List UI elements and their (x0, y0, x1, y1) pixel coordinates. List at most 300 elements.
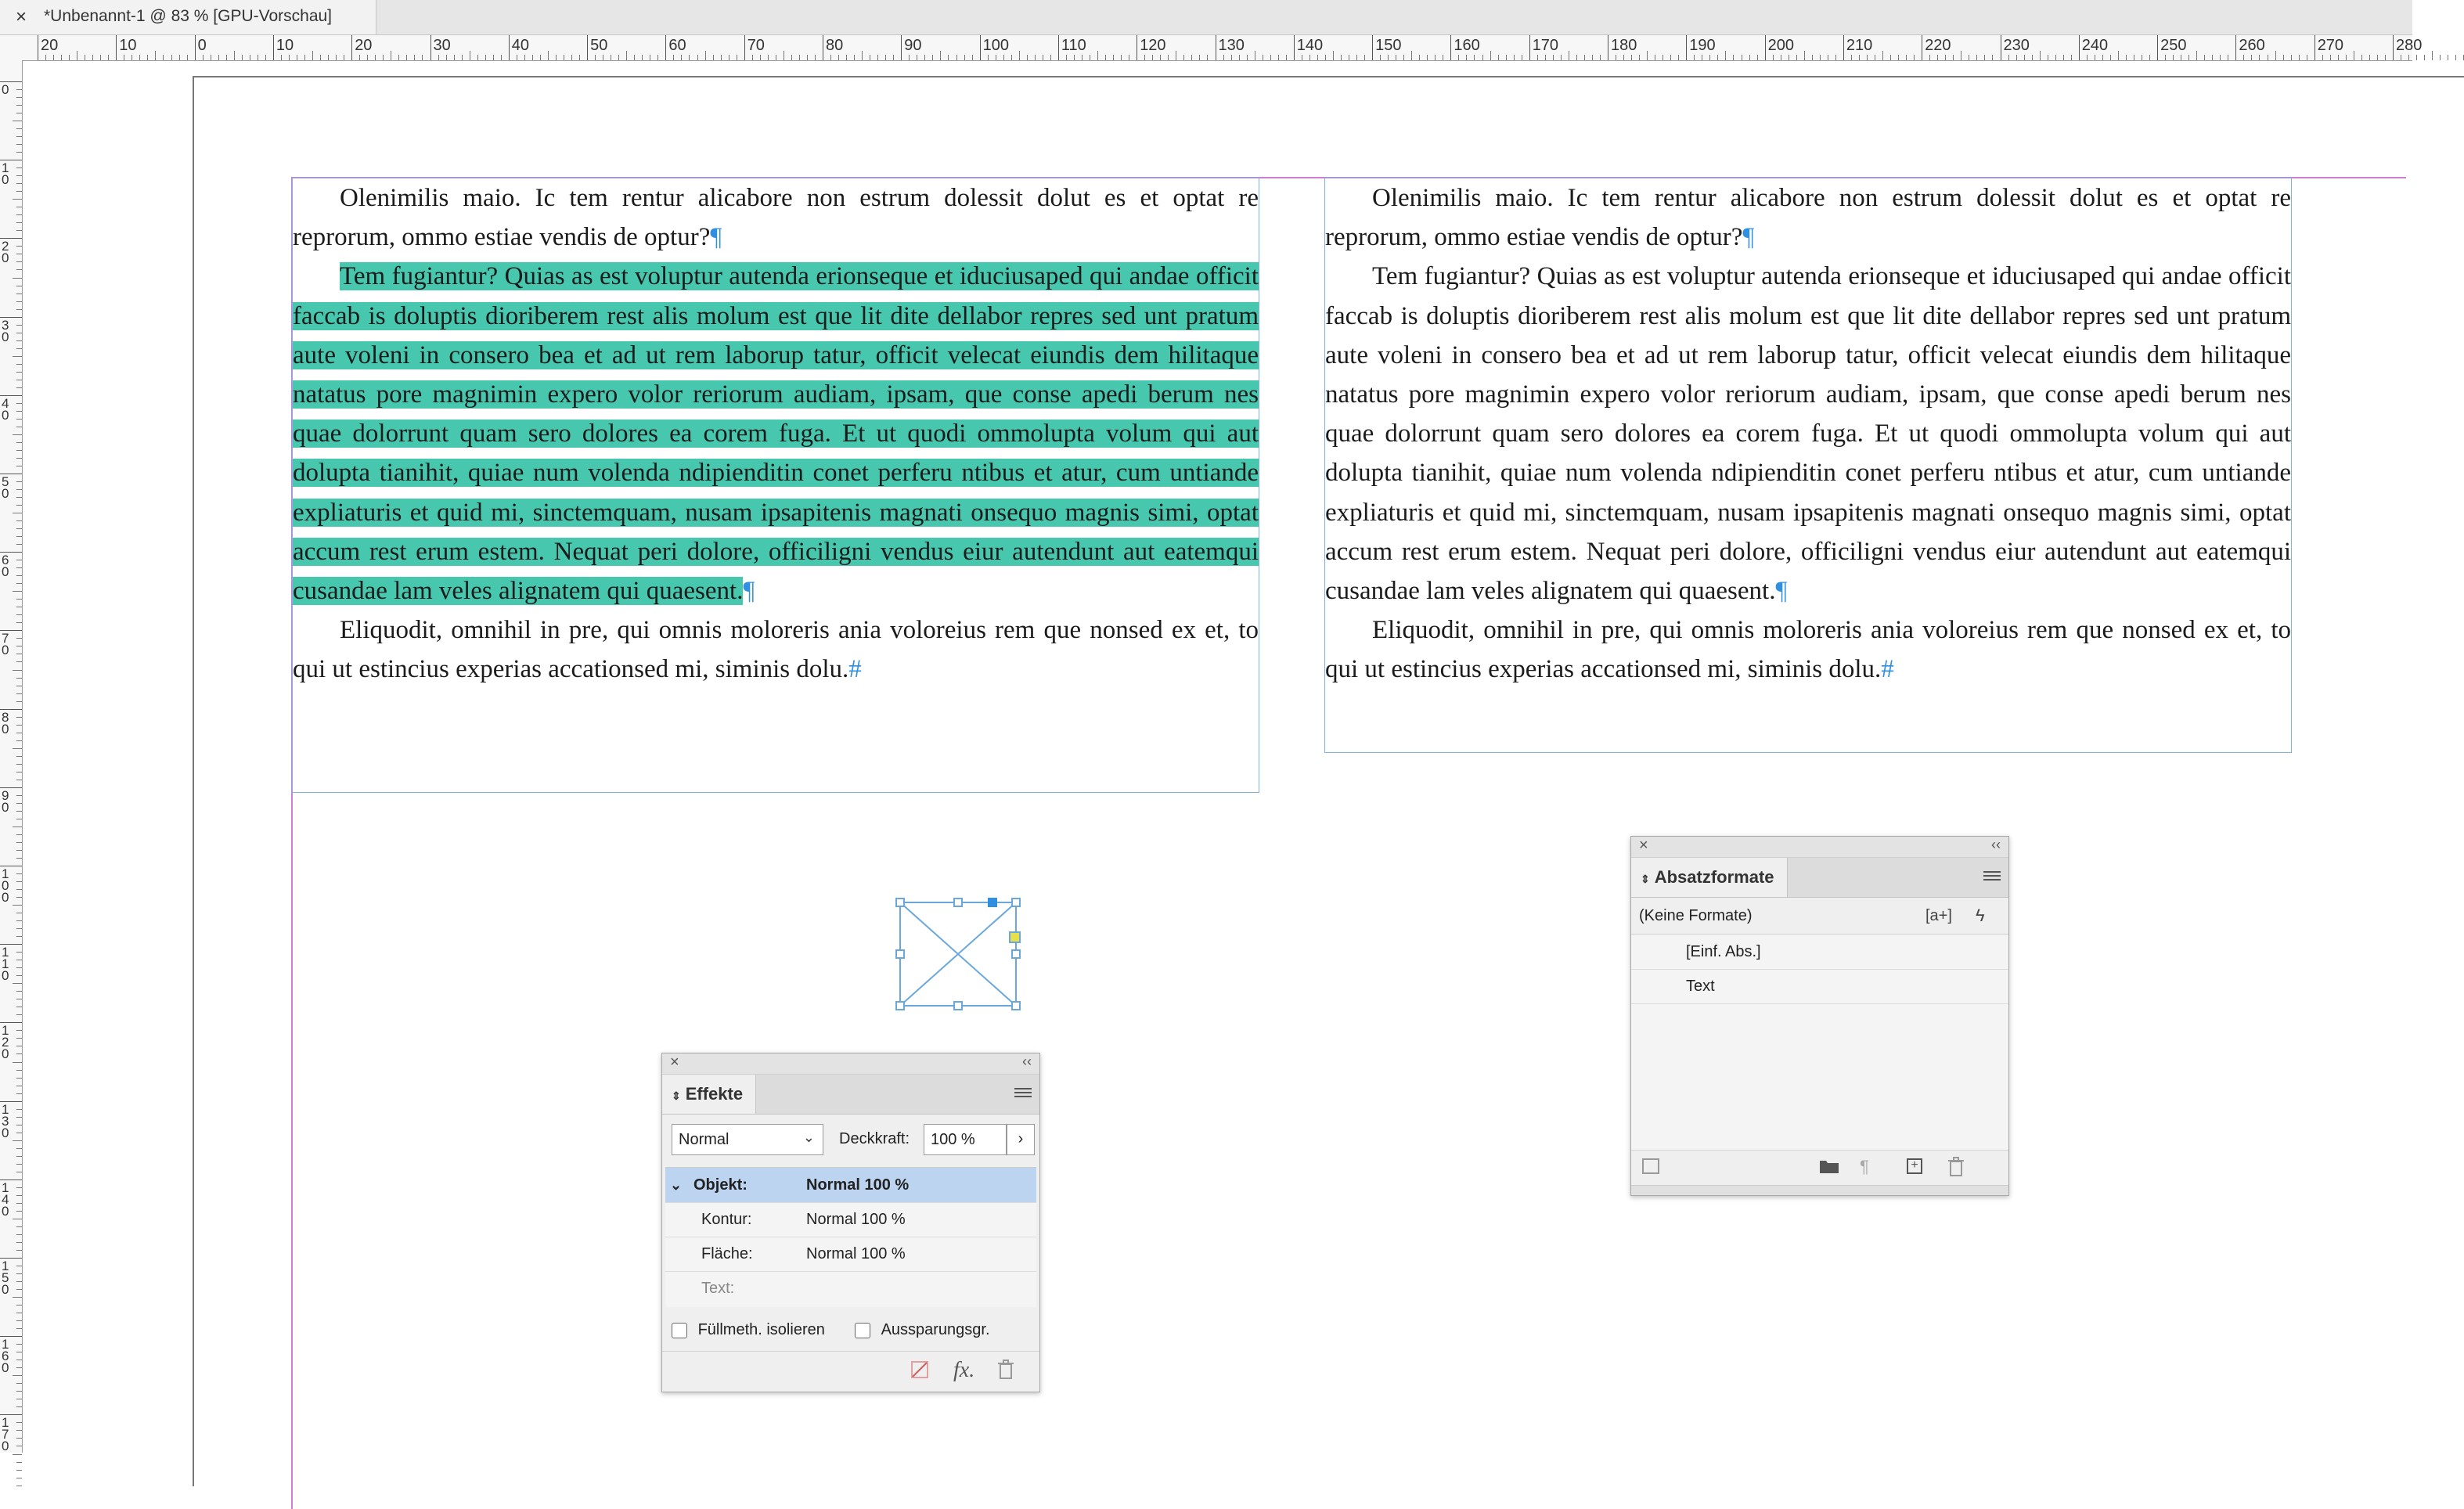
fx-icon[interactable]: fx. (953, 1358, 975, 1382)
ruler-minor-tick (1820, 55, 1821, 60)
ruler-minor-tick (16, 403, 22, 404)
ruler-label: 100 (982, 37, 1009, 54)
ruler-minor-tick (1121, 55, 1122, 60)
ruler-major-tick (665, 35, 666, 60)
ruler-minor-tick (16, 481, 22, 482)
ruler-minor-tick (16, 1344, 22, 1345)
ruler-minor-tick (988, 55, 989, 60)
ruler-minor-tick (16, 952, 22, 953)
ruler-minor-tick (13, 983, 22, 984)
ruler-minor-tick (1576, 55, 1577, 60)
close-panel-icon[interactable]: × (670, 1053, 679, 1071)
ruler-minor-tick (791, 55, 792, 60)
effect-row-stroke[interactable] (665, 1202, 1036, 1237)
isolate-blending-label: Füllmeth. isolieren (697, 1321, 825, 1338)
panel-menu-icon[interactable] (1014, 1086, 1032, 1101)
ruler-label: 260 (2239, 37, 2265, 54)
close-tab-icon[interactable]: × (16, 6, 27, 27)
ruler-minor-tick (1953, 55, 1954, 60)
effect-row-label: Fläche: (701, 1245, 753, 1262)
ruler-minor-tick (752, 55, 753, 60)
ruler-major-tick (509, 35, 510, 60)
ruler-major-tick (1686, 35, 1687, 60)
effect-row-text[interactable] (665, 1271, 1036, 1306)
panel-titlebar[interactable] (1631, 837, 2008, 858)
text-frame-left[interactable] (292, 178, 1259, 793)
ruler-minor-tick (16, 1211, 22, 1212)
ruler-minor-tick (1851, 55, 1852, 60)
ruler-minor-tick (16, 97, 22, 98)
ruler-minor-tick (1725, 51, 1726, 60)
ruler-minor-tick (1890, 55, 1891, 60)
isolate-blending-checkbox[interactable] (672, 1318, 825, 1342)
ruler-minor-tick (16, 936, 22, 937)
ruler-minor-tick (16, 246, 22, 247)
ruler-label: 4 0 (2, 395, 9, 423)
panel-footer (1631, 1150, 2008, 1185)
ruler-label: 230 (2003, 37, 2030, 54)
ruler-minor-tick (13, 278, 22, 279)
ruler-minor-tick (16, 214, 22, 215)
pilcrow-mark: ¶ (1742, 223, 1755, 252)
ruler-label: 200 (1767, 37, 1794, 54)
ruler-minor-tick (799, 55, 800, 60)
checkbox-box[interactable] (855, 1323, 870, 1338)
ruler-minor-tick (16, 372, 22, 373)
live-corner-icon[interactable] (1010, 932, 1020, 942)
document-tab-title[interactable]: *Unbenannt-1 @ 83 % [GPU-Vorschau] (44, 7, 333, 25)
ruler-label: 7 0 (2, 631, 9, 658)
ruler-major-tick (1529, 35, 1530, 60)
ruler-label: 8 0 (2, 709, 9, 736)
ruler-minor-tick (16, 105, 22, 106)
ruler-minor-tick (16, 1148, 22, 1149)
text-frame-right[interactable] (1324, 178, 2292, 753)
ruler-minor-tick (1514, 55, 1515, 60)
ruler-minor-tick (61, 55, 62, 60)
ruler-major-tick (1294, 35, 1295, 60)
ruler-minor-tick (548, 51, 549, 60)
ruler-minor-tick (16, 128, 22, 129)
ruler-minor-tick (1631, 55, 1632, 60)
paragraph-text: Eliquodit, omnihil in pre, qui omnis moloreris ania voloreius rem que nonsed ex et, to qui ut estincius experias accationsed mi, siminis dolu. (293, 616, 1259, 684)
ruler-minor-tick (16, 1320, 22, 1321)
ruler-minor-tick (1027, 55, 1028, 60)
ruler-minor-tick (1553, 55, 1554, 60)
tab-absatzformate[interactable] (1631, 858, 1788, 897)
ruler-minor-tick (1082, 55, 1083, 60)
ruler-minor-tick (16, 1195, 22, 1196)
ruler-minor-tick (681, 55, 682, 60)
paragraph[interactable] (1325, 610, 2291, 689)
ruler-minor-tick (2259, 55, 2260, 60)
ruler-major-tick (1058, 35, 1059, 60)
ruler-minor-tick (2087, 55, 2088, 60)
ruler-minor-tick (16, 1038, 22, 1039)
ruler-minor-tick (2055, 55, 2056, 60)
ruler-minor-tick (932, 55, 933, 60)
ruler-minor-tick (289, 55, 290, 60)
lightning-icon[interactable]: ϟ (1976, 906, 1985, 925)
style-item-text[interactable] (1631, 969, 2008, 1004)
ruler-label: 1 0 (2, 160, 9, 188)
create-style-from-selection-icon[interactable]: [a+] (1925, 907, 1952, 924)
ruler-minor-tick (626, 51, 627, 60)
ruler-minor-tick (2173, 55, 2174, 60)
panel-resize-grip[interactable] (1631, 1185, 2008, 1195)
ruler-minor-tick (16, 191, 22, 192)
ruler-minor-tick (1152, 55, 1153, 60)
current-style-row (1631, 898, 2008, 935)
ruler-minor-tick (1183, 55, 1184, 60)
folder-icon[interactable] (1819, 1158, 1839, 1179)
ruler-label: 180 (1611, 37, 1637, 54)
ruler-minor-tick (16, 1383, 22, 1384)
ruler-minor-tick (2110, 55, 2111, 60)
opacity-slider-button[interactable] (1007, 1124, 1035, 1155)
ruler-minor-tick (367, 55, 368, 60)
ruler-label: 1 7 0 (2, 1415, 9, 1454)
ruler-label: 20 (355, 37, 373, 54)
content-grabber-icon[interactable] (988, 898, 997, 907)
ruler-minor-tick (16, 261, 22, 262)
paragraph[interactable] (1325, 178, 2291, 257)
ruler-minor-tick (16, 136, 22, 137)
blend-mode-value: Normal (679, 1131, 729, 1148)
ruler-minor-tick (163, 55, 164, 60)
ruler-minor-tick (1341, 55, 1342, 60)
ruler-minor-tick (1561, 55, 1562, 60)
ruler-minor-tick (1105, 55, 1106, 60)
ruler-minor-tick (1992, 55, 1993, 60)
ruler-minor-tick (226, 55, 227, 60)
ruler-minor-tick (1482, 55, 1483, 60)
opacity-field[interactable] (924, 1124, 1007, 1155)
ruler-minor-tick (13, 905, 22, 906)
ruler-label: 30 (433, 37, 451, 54)
ruler-minor-tick (1066, 55, 1067, 60)
ruler-minor-tick (16, 1430, 22, 1431)
ruler-major-tick (2235, 35, 2236, 60)
ruler-minor-tick (320, 55, 321, 60)
ruler-minor-tick (16, 1462, 22, 1463)
tab-label: Effekte (685, 1084, 744, 1104)
ruler-minor-tick (16, 1070, 22, 1071)
ruler-minor-tick (2016, 55, 2017, 60)
ruler-minor-tick (16, 152, 22, 153)
ruler-minor-tick (16, 167, 22, 168)
ruler-minor-tick (16, 325, 22, 326)
graphic-frame-placeholder[interactable] (895, 898, 1021, 1010)
horizontal-ruler[interactable] (22, 35, 2423, 61)
style-list (1631, 935, 2008, 1154)
ruler-major-tick (1843, 35, 1844, 60)
ruler-minor-tick (1647, 51, 1648, 60)
checkbox-box[interactable] (672, 1323, 687, 1338)
ruler-label: 120 (1140, 37, 1166, 54)
ruler-minor-tick (16, 889, 22, 890)
ruler-minor-tick (2275, 51, 2276, 60)
ruler-label: 1 0 0 (2, 866, 9, 905)
panel-tab-strip (662, 1075, 1039, 1115)
knockout-group-checkbox[interactable] (855, 1318, 990, 1342)
ruler-label: 1 3 0 (2, 1101, 9, 1140)
ruler-minor-tick (16, 1109, 22, 1110)
ruler-minor-tick (877, 55, 878, 60)
trash-icon[interactable] (997, 1360, 1014, 1385)
ruler-label: 210 (1846, 37, 1873, 54)
ruler-major-tick (744, 35, 745, 60)
knockout-group-label: Aussparungsgr. (881, 1321, 990, 1338)
ruler-minor-tick (16, 920, 22, 921)
ruler-minor-tick (2243, 55, 2244, 60)
ruler-minor-tick (1678, 55, 1679, 60)
ruler-minor-tick (16, 520, 22, 521)
ruler-minor-tick (16, 991, 22, 992)
ruler-minor-tick (16, 1422, 22, 1423)
ruler-minor-tick (16, 575, 22, 576)
ruler-minor-tick (1003, 55, 1004, 60)
opacity-label: Deckkraft: (839, 1130, 910, 1147)
clear-effects-icon[interactable] (911, 1361, 928, 1378)
ruler-minor-tick (108, 55, 109, 60)
ruler-minor-tick (16, 489, 22, 490)
ruler-minor-tick (16, 340, 22, 341)
ruler-minor-tick (2455, 55, 2456, 60)
ruler-label: 170 (1532, 37, 1559, 54)
ruler-minor-tick (2118, 51, 2119, 60)
ruler-minor-tick (45, 55, 46, 60)
ruler-minor-tick (304, 55, 305, 60)
ruler-minor-tick (1231, 55, 1232, 60)
ruler-minor-tick (16, 411, 22, 412)
ruler-minor-tick (16, 803, 22, 804)
ruler-minor-tick (16, 881, 22, 882)
ruler-minor-tick (218, 55, 219, 60)
ruler-minor-tick (16, 764, 22, 765)
ruler-minor-tick (16, 528, 22, 529)
paragraph-selected[interactable] (293, 257, 1259, 610)
ruler-minor-tick (1223, 55, 1224, 60)
ruler-minor-tick (1984, 55, 1985, 60)
ruler-minor-tick (2126, 55, 2127, 60)
ruler-minor-tick (16, 450, 22, 451)
paragraph[interactable] (293, 178, 1259, 257)
ruler-minor-tick (830, 55, 831, 60)
tab-effekte[interactable] (662, 1075, 756, 1114)
ruler-minor-tick (16, 975, 22, 976)
effect-row-label: Kontur: (701, 1211, 752, 1228)
ruler-minor-tick (16, 1470, 22, 1471)
ruler-minor-tick (2377, 55, 2378, 60)
ruler-label: 190 (1689, 37, 1716, 54)
ruler-minor-tick (2283, 55, 2284, 60)
ruler-minor-tick (1639, 55, 1640, 60)
ruler-minor-tick (16, 1156, 22, 1157)
ruler-major-tick (2393, 35, 2394, 60)
ruler-minor-tick (1592, 55, 1593, 60)
ruler-label: 60 (668, 37, 686, 54)
ruler-minor-tick (16, 348, 22, 349)
ruler-minor-tick (579, 55, 580, 60)
ruler-minor-tick (16, 1250, 22, 1251)
ruler-minor-tick (16, 458, 22, 459)
ruler-minor-tick (234, 51, 235, 60)
ruler-minor-tick (16, 928, 22, 929)
ruler-minor-tick (1545, 55, 1546, 60)
ruler-minor-tick (16, 364, 22, 365)
ruler-minor-tick (13, 1375, 22, 1376)
panel-menu-icon[interactable] (1983, 869, 2001, 884)
ruler-minor-tick (2346, 55, 2347, 60)
ruler-minor-tick (16, 795, 22, 796)
paragraph[interactable] (1325, 257, 2291, 610)
new-style-icon[interactable]: + (1907, 1158, 1922, 1174)
ruler-label: 90 (904, 37, 922, 54)
ruler-minor-tick (556, 55, 557, 60)
ruler-minor-tick (1506, 55, 1507, 60)
ruler-minor-tick (13, 1062, 22, 1063)
ruler-minor-tick (16, 1014, 22, 1015)
ruler-minor-tick (1144, 55, 1145, 60)
vertical-ruler[interactable] (0, 60, 23, 1453)
ruler-major-tick (430, 35, 431, 60)
ruler-minor-tick (16, 1030, 22, 1031)
ruler-minor-tick (13, 434, 22, 435)
close-panel-icon[interactable]: × (1639, 837, 1648, 854)
panel-titlebar[interactable] (662, 1053, 1039, 1075)
ruler-minor-tick (16, 89, 22, 90)
ruler-label: 150 (1375, 37, 1402, 54)
ruler-minor-tick (1011, 55, 1012, 60)
ruler-minor-tick (16, 1289, 22, 1290)
ruler-minor-tick (16, 442, 22, 443)
load-styles-icon[interactable] (1642, 1158, 1659, 1174)
ruler-minor-tick (2416, 55, 2417, 60)
ruler-minor-tick (16, 1305, 22, 1306)
ruler-minor-tick (16, 505, 22, 506)
blend-mode-select[interactable] (672, 1124, 823, 1155)
ruler-minor-tick (16, 873, 22, 874)
ruler-minor-tick (1035, 55, 1036, 60)
ruler-minor-tick (13, 1454, 22, 1455)
ruler-minor-tick (477, 55, 478, 60)
ruler-minor-tick (281, 55, 282, 60)
ruler-minor-tick (485, 55, 486, 60)
ruler-minor-tick (171, 55, 172, 60)
ruler-minor-tick (1835, 55, 1836, 60)
ruler-minor-tick (16, 1406, 22, 1407)
paragraph-text: Tem fugiantur? Quias as est voluptur autenda erionseque et iduciusaped qui andae officit faccab is doluptis dioriberem rest alis molum est que lit dite dellabor repres sed unt pratum aute voleni in consero bea et ad ut rem laborup tatur, officit velecat eiundis dem hilitaque natatus pore magnimin expero volor reriorum audiam, ipsam, que conse apedi berum nes quae dolorrunt quam sero dolores ea corem fuga. Et ut quodi ommolupta volum qui aut dolupta tianihit, quiae num volenda ndipienditin conet perferu ntibus et atur, cum untiande expliaturis et quid mi, sinctemquam, nusam ipsapitenis magnati onsequo magnis simi, optat accum rest erum estem. Nequat peri dolore, officiligni vendus eiur autendunt aut eatemqui cusandae lam veles alignatem qui quaesent. (1325, 262, 2291, 606)
ruler-minor-tick (1168, 55, 1169, 60)
ruler-major-tick (980, 35, 981, 60)
ruler-minor-tick (721, 55, 722, 60)
ruler-minor-tick (1717, 55, 1718, 60)
ruler-minor-tick (2432, 51, 2433, 60)
ruler-minor-tick (16, 599, 22, 600)
ruler-label: 280 (2396, 37, 2423, 54)
ruler-label: 0 (197, 37, 207, 54)
clear-overrides-icon[interactable]: ¶ (1860, 1157, 1869, 1176)
effect-row-object[interactable] (665, 1168, 1036, 1203)
ruler-minor-tick (1074, 55, 1075, 60)
ruler-minor-tick (1906, 55, 1907, 60)
ruler-label: 0 (2, 82, 9, 97)
ruler-minor-tick (634, 55, 635, 60)
ruler-minor-tick (16, 1242, 22, 1243)
ruler-minor-tick (375, 55, 376, 60)
ruler-minor-tick (1160, 55, 1161, 60)
ruler-label: 2 0 (2, 239, 9, 266)
ruler-major-tick (587, 35, 588, 60)
ruler-minor-tick (1859, 55, 1860, 60)
paragraph[interactable] (293, 610, 1259, 689)
pilcrow-mark: ¶ (1775, 577, 1788, 606)
effect-row-fill[interactable] (665, 1237, 1036, 1272)
ruler-minor-tick (1458, 55, 1459, 60)
ruler-label: 1 5 0 (2, 1259, 9, 1297)
trash-icon[interactable] (1947, 1157, 1965, 1182)
ruler-minor-tick (1270, 55, 1271, 60)
ruler-minor-tick (13, 1297, 22, 1298)
chevron-down-icon[interactable]: ⌄ (670, 1177, 683, 1193)
pilcrow-mark: ¶ (743, 577, 755, 606)
ruler-minor-tick (2408, 55, 2409, 60)
end-of-story-mark: # (1881, 655, 1894, 684)
ruler-minor-tick (53, 55, 54, 60)
ruler-label: 80 (826, 37, 844, 54)
ruler-minor-tick (1191, 55, 1192, 60)
ruler-minor-tick (1419, 55, 1420, 60)
collapse-panel-icon[interactable]: ‹‹ (1991, 837, 2001, 852)
ruler-minor-tick (2102, 55, 2103, 60)
ruler-origin[interactable] (0, 35, 23, 61)
ruler-minor-tick (642, 55, 643, 60)
collapse-panel-icon[interactable]: ‹‹ (1022, 1053, 1032, 1069)
ruler-minor-tick (16, 144, 22, 145)
effect-row-value: Normal 100 % (806, 1211, 906, 1228)
effect-row-value: Normal 100 % (806, 1176, 910, 1194)
paragraph-styles-panel (1630, 836, 2009, 1196)
ruler-minor-tick (1898, 55, 1899, 60)
ruler-minor-tick (16, 842, 22, 843)
ruler-label: 5 0 (2, 474, 9, 501)
ruler-minor-tick (16, 419, 22, 420)
ruler-minor-tick (2330, 55, 2331, 60)
ruler-minor-tick (187, 55, 188, 60)
ruler-minor-tick (1584, 55, 1585, 60)
ruler-minor-tick (13, 670, 22, 671)
ruler-label: 10 (276, 37, 294, 54)
ruler-minor-tick (1388, 55, 1389, 60)
ruler-minor-tick (16, 834, 22, 835)
ruler-minor-tick (1623, 55, 1624, 60)
ruler-minor-tick (972, 55, 973, 60)
ruler-label: 130 (1218, 37, 1245, 54)
ruler-minor-tick (16, 1093, 22, 1094)
ruler-minor-tick (16, 772, 22, 773)
document-tab[interactable] (0, 0, 376, 34)
ruler-minor-tick (16, 1187, 22, 1188)
ruler-minor-tick (16, 1078, 22, 1079)
ruler-minor-tick (2165, 55, 2166, 60)
ruler-minor-tick (893, 55, 894, 60)
ruler-minor-tick (13, 748, 22, 749)
ruler-minor-tick (16, 269, 22, 270)
updown-chevron-icon: ⇕ (672, 1089, 681, 1102)
ruler-minor-tick (1309, 55, 1310, 60)
style-item-basic-paragraph[interactable] (1631, 935, 2008, 970)
